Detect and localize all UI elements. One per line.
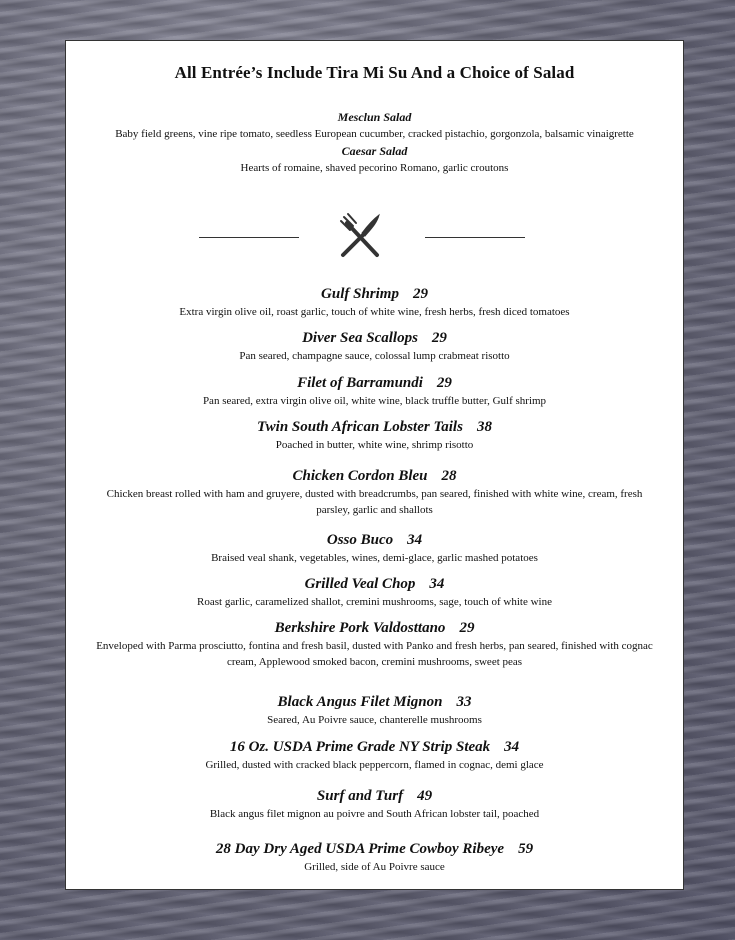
entree-description: Black angus filet mignon au poivre and South African lobster tail, poached <box>209 808 540 820</box>
entree-description: Roast garlic, caramelized shallot, cremini mushrooms, sage, touch of white wine <box>197 596 552 608</box>
menu-page <box>65 40 684 890</box>
entree-description: Grilled, side of Au Poivre sauce <box>304 861 445 873</box>
entree-title: Berkshire Pork Valdosttano <box>274 620 446 636</box>
entree-name <box>96 329 653 347</box>
entree-item <box>96 787 653 822</box>
entree-description: Pan seared, champagne sauce, colossal lump crabmeat risotto <box>239 350 510 362</box>
entree-description: Pan seared, extra virgin olive oil, white wine, black truffle butter, Gulf shrimp <box>202 395 547 407</box>
entree-name <box>96 531 653 549</box>
entree-title: 16 Oz. USDA Prime Grade NY Strip Steak <box>229 739 491 755</box>
entree-item <box>96 840 653 875</box>
entree-price: 49 <box>417 788 433 804</box>
entree-description: Enveloped with Parma prosciutto, fontina and fresh basil, dusted with Panko and fresh herbs, pan seared, finished with cognac cream, Applewood smoked bacon, cremini mushrooms, sweet peas <box>96 640 653 668</box>
entree-price: 34 <box>429 576 445 592</box>
entree-price: 29 <box>431 330 447 346</box>
entree-name <box>96 693 653 711</box>
entree-item <box>96 418 653 453</box>
divider-line-left <box>199 237 299 238</box>
entree-price: 59 <box>518 841 534 857</box>
entree-price: 29 <box>436 375 452 391</box>
entree-description: Extra virgin olive oil, roast garlic, touch of white wine, fresh herbs, fresh diced tomatoes <box>179 306 570 318</box>
entree-name <box>96 285 653 303</box>
entree-item <box>96 467 653 518</box>
entree-item <box>96 738 653 773</box>
entree-title: Osso Buco <box>326 532 394 548</box>
entree-title: Filet of Barramundi <box>297 375 423 391</box>
entree-price: 29 <box>412 286 428 302</box>
entree-item <box>96 285 653 320</box>
entree-title: Grilled Veal Chop <box>304 576 416 592</box>
entree-name <box>96 418 653 436</box>
entree-name <box>96 738 653 756</box>
entree-description: Grilled, dusted with cracked black peppercorn, flamed in cognac, demi glace <box>205 759 544 771</box>
entree-price: 33 <box>456 694 472 710</box>
entree-title: Chicken Cordon Bleu <box>292 468 428 484</box>
salad-name: Mesclun Salad <box>337 110 412 124</box>
entree-price: 38 <box>476 419 492 435</box>
entree-item <box>96 329 653 364</box>
entree-item <box>96 374 653 409</box>
divider-line-right <box>425 237 525 238</box>
section-divider <box>66 206 683 266</box>
entree-name <box>96 575 653 593</box>
entree-description: Seared, Au Poivre sauce, chanterelle mushrooms <box>267 714 482 726</box>
salad-section <box>66 109 683 177</box>
entree-description: Braised veal shank, vegetables, wines, demi-glace, garlic mashed potatoes <box>211 552 538 564</box>
entree-name <box>96 467 653 485</box>
entree-name <box>96 840 653 858</box>
entree-title: Gulf Shrimp <box>321 286 399 302</box>
entree-item <box>96 531 653 566</box>
entree-price: 28 <box>441 468 457 484</box>
entree-name <box>96 374 653 392</box>
entree-description: Poached in butter, white wine, shrimp risotto <box>275 439 474 451</box>
fork-and-knife-icon <box>335 211 385 261</box>
salad-name: Caesar Salad <box>341 144 408 158</box>
entree-name <box>96 619 653 637</box>
entree-item <box>96 575 653 610</box>
entree-title: Black Angus Filet Mignon <box>277 694 443 710</box>
entree-title: Twin South African Lobster Tails <box>257 419 463 435</box>
entree-item <box>96 693 653 728</box>
entree-item <box>96 619 653 670</box>
entree-name <box>96 787 653 805</box>
menu-heading: All Entrée’s Include Tira Mi Su And a Choice of Salad <box>174 63 575 82</box>
salad-description: Baby field greens, vine ripe tomato, seedless European cucumber, cracked pistachio, gorgonzola, balsamic vinaigrette <box>115 128 634 140</box>
entree-price: 29 <box>459 620 475 636</box>
salad-description: Hearts of romaine, shaved pecorino Romano, garlic croutons <box>240 162 509 174</box>
entree-price: 34 <box>504 739 520 755</box>
entree-title: 28 Day Dry Aged USDA Prime Cowboy Ribeye <box>215 841 505 857</box>
entree-title: Diver Sea Scallops <box>302 330 418 346</box>
entree-description: Chicken breast rolled with ham and gruyere, dusted with breadcrumbs, pan seared, finished with white wine, cream, fresh parsley, garlic and shallots <box>106 488 643 516</box>
entree-title: Surf and Turf <box>316 788 404 804</box>
entree-price: 34 <box>407 532 423 548</box>
